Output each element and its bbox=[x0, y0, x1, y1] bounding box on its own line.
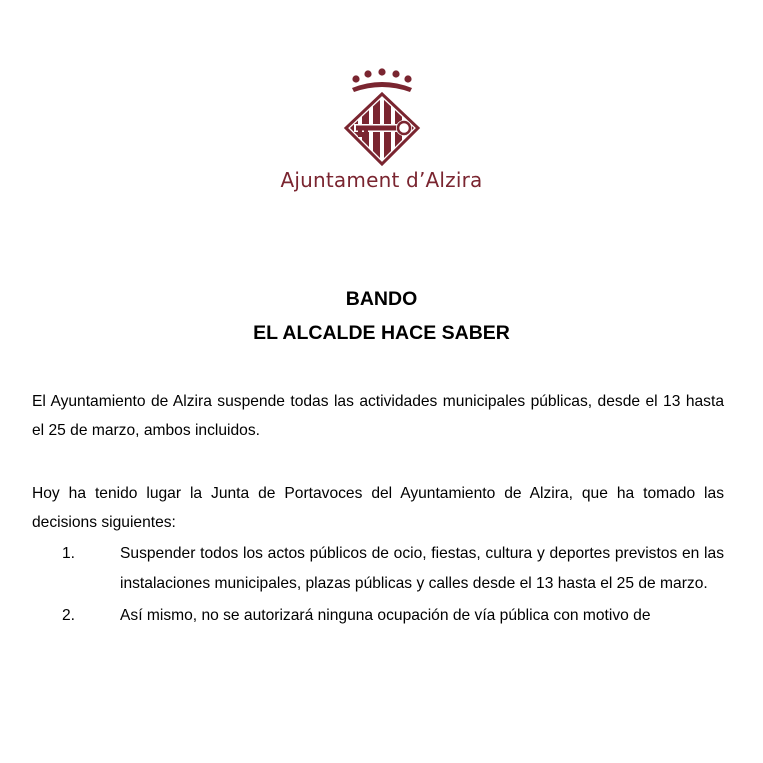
city-crest-logo bbox=[342, 66, 422, 166]
list-item bbox=[32, 601, 724, 631]
paragraph-2: Hoy ha tenido lugar la Junta de Portavoces del Ayuntamiento de Alzira, que ha tomado las decisions siguientes: bbox=[32, 485, 724, 531]
heading-line-1: BANDO bbox=[345, 288, 418, 310]
decisions-list bbox=[32, 539, 724, 634]
notice-heading bbox=[0, 282, 763, 350]
list-item-text: Suspender todos los actos públicos de ocio, fiestas, cultura y deportes previstos en las instalaciones municipales, plazas públicas y calles desde el 13 hasta el 25 de marzo. bbox=[120, 545, 724, 592]
heading-line-2: EL ALCALDE HACE SABER bbox=[253, 322, 510, 344]
list-item bbox=[32, 539, 724, 598]
list-item-text: Así mismo, no se autorizará ninguna ocupación de vía pública con motivo de bbox=[120, 607, 651, 624]
list-item-number: 2. bbox=[62, 607, 76, 624]
institution-name: Ajuntament d’Alzira bbox=[280, 168, 483, 192]
logo bbox=[0, 66, 763, 166]
paragraph-1: El Ayuntamiento de Alzira suspende todas las actividades municipales públicas, desde el 13 hasta el 25 de marzo, ambos incluidos. bbox=[32, 393, 724, 439]
list-item-number: 1. bbox=[62, 545, 76, 562]
